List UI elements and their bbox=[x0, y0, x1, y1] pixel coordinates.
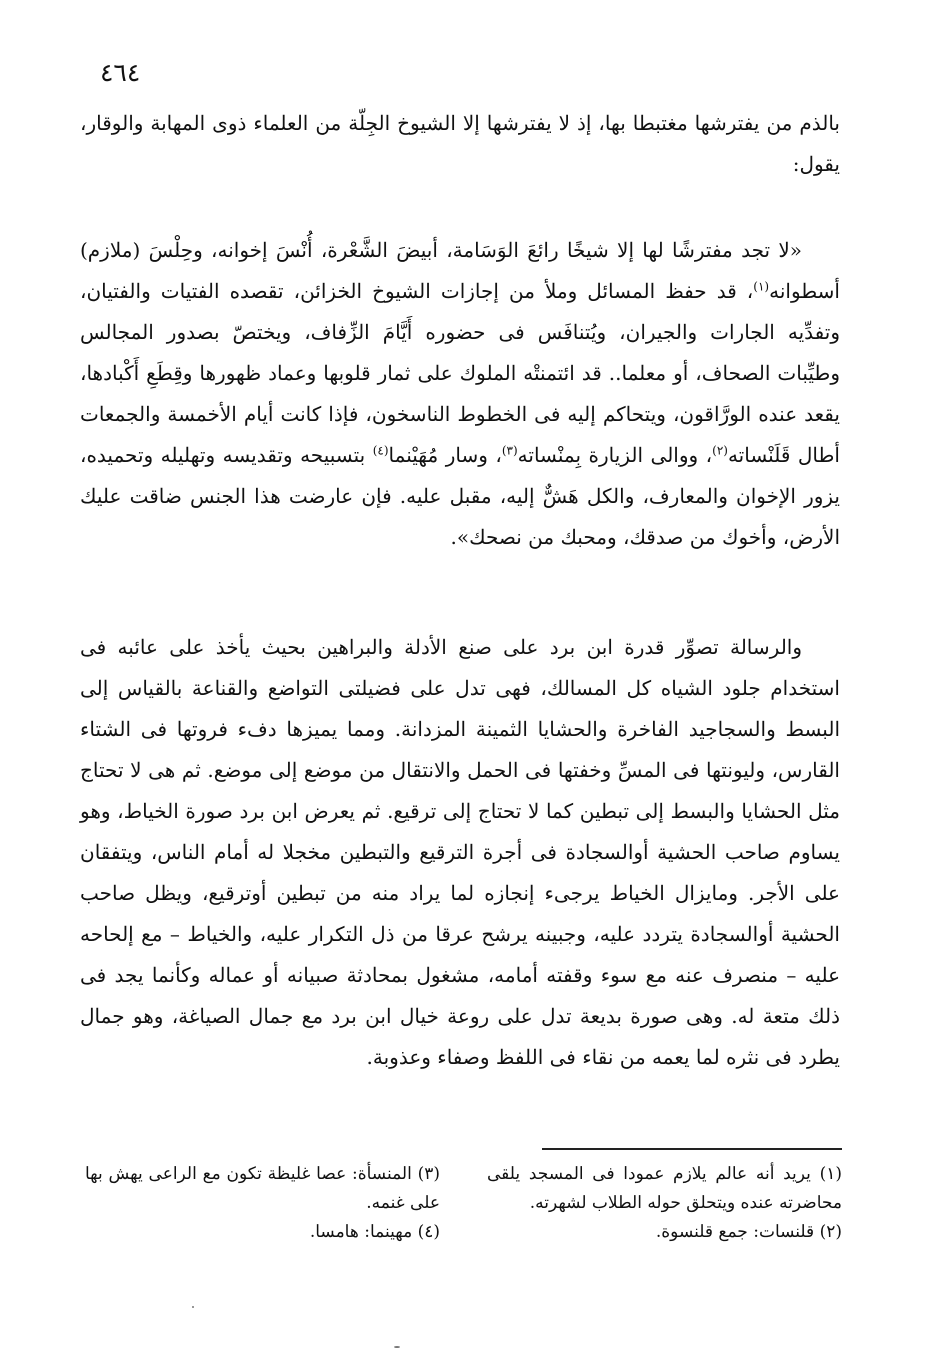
footnote-separator bbox=[542, 1148, 842, 1150]
paragraph-quotation bbox=[80, 230, 840, 558]
scan-speck bbox=[192, 1306, 194, 1308]
footnote-3: (٣) المنسأة: عصا غليظة تكون مع الراعى يهش بها على غنمه. bbox=[85, 1164, 440, 1213]
quote-segment: ، وسار مُهَيْنما bbox=[388, 443, 502, 467]
quote-segment: ، ووالى الزيارة بِمنْساته bbox=[517, 443, 713, 467]
footnote-marker-4: (٤) bbox=[372, 443, 389, 458]
footnote-1: (١) يريد أنه عالم يلازم عمودا فى المسجد يلقى محاضرته عنده ويتحلق حوله الطلاب لشهرته. bbox=[487, 1164, 842, 1213]
paragraph-analysis bbox=[80, 627, 840, 1078]
footnotes-column-left bbox=[85, 1160, 440, 1247]
scan-speck bbox=[394, 1346, 400, 1348]
footnote-marker-3: (٣) bbox=[501, 443, 518, 458]
footnote-4: (٤) مهينما: هامسا. bbox=[309, 1222, 440, 1242]
quote-segment: بتسبيحه وتقديسه وتهليله وتحميده، يزور الإخوان والمعارف، والكل هَشٌّ إليه، مقبل عليه. فإن عارضت هذا الجنس ضاقت عليك الأرض، وأخوك من صدقك، ومحبك من نصحك». bbox=[80, 443, 840, 549]
paragraph-intro: بالذم من يفترشها مغتبطا بها، إذ لا يفترشها إلا الشيوخ الجِلّة من العلماء ذوى المهابة والوقار، يقول: bbox=[80, 111, 840, 176]
quote-segment: ، قد حفظ المسائل وملأ من إجازات الشيوخ الخزائن، تقصده الفتيات والفتيان، وتفدِّيه الجارات والجيران، ويُتنافَس فى حضوره أَيَّامَ الزِّفاف، ويختصّ بصدور المجالس وطيِّبات الصحاف، أو معلما.. قد ائتمنتْه الملوك على ثمار قلوبها وعماد ظهورها وقِطَعِ أَكْبادها، يقعد عنده الورَّاقون، ويتحاكم إليه فى الخطوط الناسخون، فإذا كانت أيام الأخمسة والجمعات أطال قَلَنْساته bbox=[80, 279, 840, 467]
analysis-text: والرسالة تصوِّر قدرة ابن برد على صنع الأدلة والبراهين بحيث يأخذ على عائبه فى استخدام جلود الشياه كل المسالك، فهى تدل على فضيلتى التواضع والقناعة بالقياس إلى البسط والسجاجيد الفاخرة والحشايا الثمينة المزدانة. ومما يميزها دفء فروتها فى الشتاء القارس، وليونتها فى المسِّ وخفتها فى الحمل والانتقال من موضع إلى موضع. ثم هى لا تحتاج مثل الحشايا والبسط إلى تبطين كما لا تحتاج إلى ترقيع. ثم يعرض ابن برد صورة الخياط، وهو يساوم صاحب الحشية أوالسجادة فى أجرة الترقيع والتبطين مخجلا له أمام الناس، ويتفقان على الأجر. ومايزال الخياط يرجىء إنجازه لما يراد منه من تبطين أوترقيع، ويظل صاحب الحشية أوالسجادة يتردد عليه، وجبينه يرشح عرقا من ذل التكرار عليه، والخياط – مع إلحاحه عليه – منصرف عنه مع سوء وقفته أمامه، مشغول بمحادثة صبيانه أو عماله وكأنما يجد فى ذلك متعة له. وهى صورة بديعة تدل على روعة خيال ابن برد مع جمال الصياغة، وهو جمال يطرد فى نثره لما يعمه من نقاء فى اللفظ وصفاء وعذوبة. bbox=[80, 635, 840, 1069]
footnote-marker-2: (٢) bbox=[712, 443, 728, 458]
footnote-2: (٢) قلنسات: جمع قلنسوة. bbox=[655, 1222, 842, 1242]
footnote-marker-1: (١) bbox=[753, 279, 770, 294]
footnotes-column-right bbox=[487, 1160, 842, 1247]
quote-segment: «لا تجد مفترشًا لها إلا شيخًا رائعَ الوَسَامة، أبيضَ الشَّعْرة، أُنْسَ إخوانه، وحِلْسَ (ملازم) أسطوانه bbox=[80, 238, 840, 303]
page-number: ٤٦٤ bbox=[100, 58, 141, 87]
